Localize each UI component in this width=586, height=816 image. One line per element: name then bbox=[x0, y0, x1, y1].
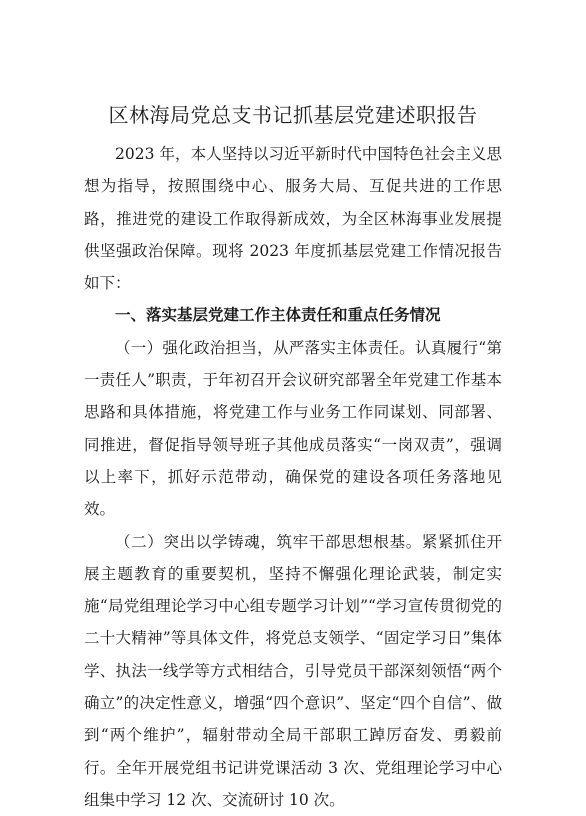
document-title: 区林海局党总支书记抓基层党建述职报告 bbox=[108, 103, 478, 127]
document-body bbox=[84, 138, 502, 816]
intro-paragraph: 2023 年，本人坚持以习近平新时代中国特色社会主义思想为指导，按照围绕中心、服务大局、互促共进的工作思路，推进党的建设工作取得新成效，为全区林海事业发展提供坚强政治保障。现将 2023 年度抓基层党建工作情况报告如下： bbox=[84, 145, 502, 293]
section-heading: 一、落实基层党建工作主体责任和重点任务情况 bbox=[115, 305, 441, 325]
subsection-paragraph-1: （一）强化政治担当，从严落实主体责任。认真履行“第一责任人”职责，于年初召开会议研究部署全年党建工作基本思路和具体措施，将党建工作与业务工作同谋划、同部署、同推进，督促指导领导班子其他成员落实“一岗双责”，强调以上率下，抓好示范带动，确保党的建设各项任务落地见效。 bbox=[84, 338, 502, 519]
subsection-paragraph-2: （二）突出以学铸魂，筑牢干部思想根基。紧紧抓住开展主题教育的重要契机，坚持不懈强化理论武装，制定实施“局党组理论学习中心组专题学习计划”“学习宣传贯彻党的二十大精神”等具体文件，将党总支领学、“固定学习日”集体学、执法一线学等方式相结合，引导党员干部深刻领悟“两个确立”的决定性意义，增强“四个意识”、坚定“四个自信”、做到“两个维护”，辐射带动全局干部职工踔厉奋发、勇毅前行。全年开展党组书记讲党课活动 3 次、党组理论学习中心组集中学习 12 次、交流研讨 10 次。 bbox=[84, 532, 502, 809]
